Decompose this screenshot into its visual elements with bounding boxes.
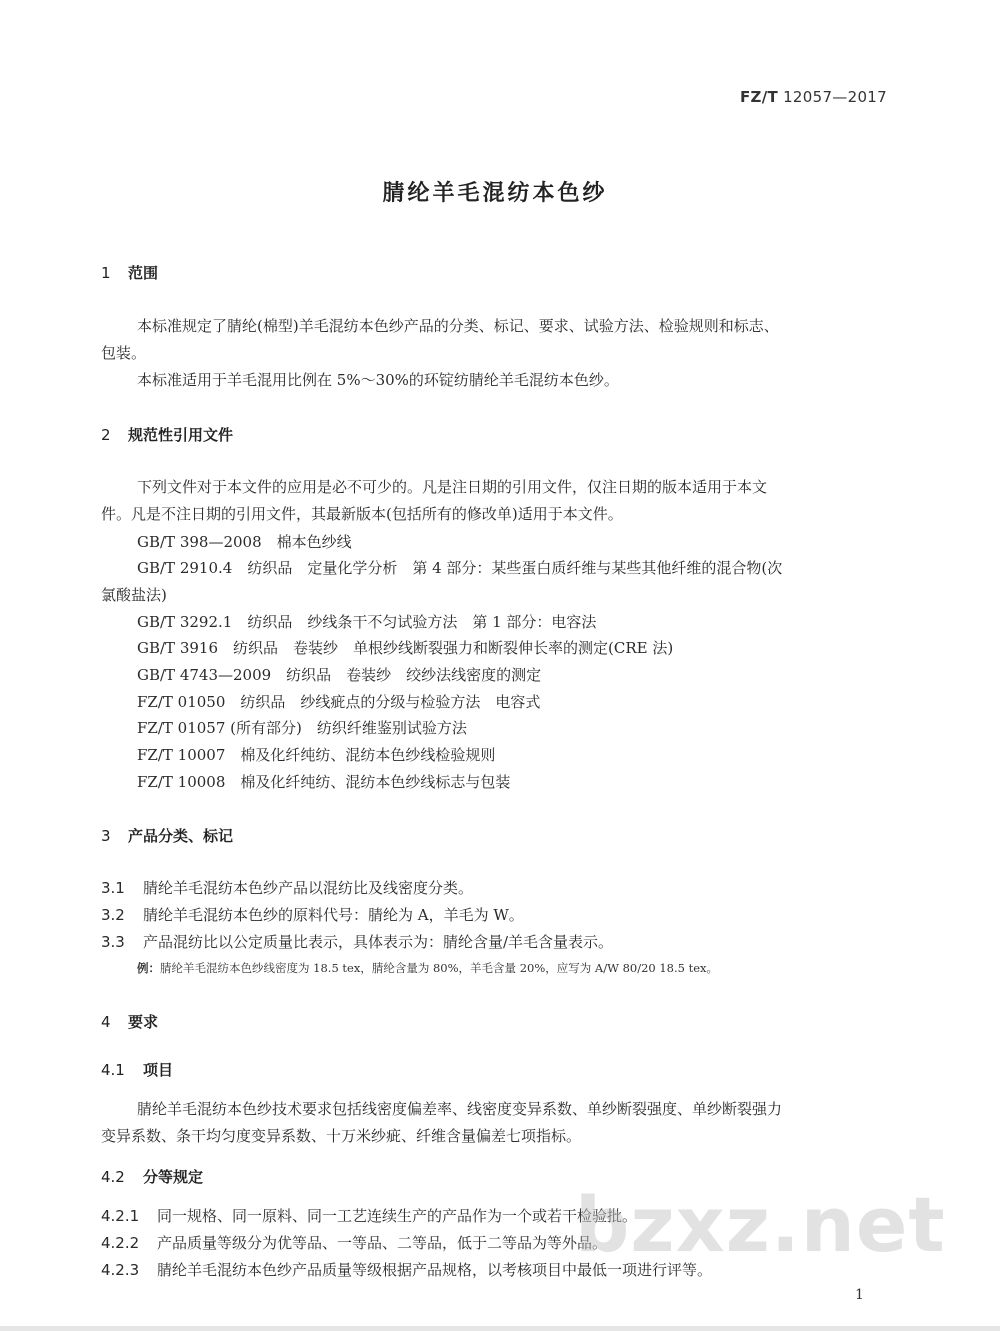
subsection-number: 4.2 <box>101 1168 125 1186</box>
reference-item: FZ/T 01050 纺织品 纱线疵点的分级与检验方法 电容式 <box>137 693 541 711</box>
clause-number: 3.3 <box>101 933 125 951</box>
section-number: 3 <box>101 827 111 845</box>
section-1-para-1-line-2: 包装。 <box>101 344 147 362</box>
section-title: 范围 <box>128 264 159 282</box>
section-2-heading <box>101 424 233 445</box>
subsection-4-1-heading <box>101 1059 173 1080</box>
reference-item: FZ/T 10007 棉及化纤纯纺、混纺本色纱线检验规则 <box>137 746 496 764</box>
reference-item: FZ/T 10008 棉及化纤纯纺、混纺本色纱线标志与包装 <box>137 773 511 791</box>
clause-4-2-1 <box>101 1205 637 1226</box>
subsection-4-2-heading <box>101 1166 203 1187</box>
section-number: 1 <box>101 264 111 282</box>
clause-text: 腈纶羊毛混纺本色纱产品以混纺比及线密度分类。 <box>143 879 474 897</box>
section-number: 2 <box>101 426 111 444</box>
page-number: 1 <box>855 1287 864 1303</box>
section-4-heading <box>101 1011 158 1032</box>
clause-text: 腈纶羊毛混纺本色纱的原料代号：腈纶为 A，羊毛为 W。 <box>143 906 524 924</box>
section-title: 产品分类、标记 <box>128 827 234 845</box>
section-1-para-1-line-1: 本标准规定了腈纶(棉型)羊毛混纺本色纱产品的分类、标记、要求、试验方法、检验规则和标志、 <box>137 317 779 335</box>
subsection-title: 项目 <box>143 1061 174 1079</box>
standard-prefix: FZ/T <box>739 88 779 106</box>
standard-code: 12057—2017 <box>783 88 887 106</box>
example-text: 腈纶羊毛混纺本色纱线密度为 18.5 tex，腈纶含量为 80%，羊毛含量 20%，应写为 A/W 80/20 18.5 tex。 <box>160 961 719 975</box>
watermark: bzxz.net <box>575 1180 946 1269</box>
clause-number: 3.2 <box>101 906 125 924</box>
section-1-heading <box>101 262 158 283</box>
page-bottom-edge <box>0 1326 1000 1331</box>
clause-text: 同一规格、同一原料、同一工艺连续生产的产品作为一个或若干检验批。 <box>157 1207 638 1225</box>
clause-number: 3.1 <box>101 879 125 897</box>
clause-number: 4.2.2 <box>101 1234 140 1252</box>
example-note <box>137 960 718 976</box>
reference-item: FZ/T 01057 (所有部分) 纺织纤维鉴别试验方法 <box>137 719 467 737</box>
section-3-heading <box>101 825 233 846</box>
clause-text: 腈纶羊毛混纺本色纱产品质量等级根据产品规格，以考核项目中最低一项进行评等。 <box>157 1261 713 1279</box>
reference-item: GB/T 398—2008 棉本色纱线 <box>137 533 352 551</box>
subsection-4-1-line-1: 腈纶羊毛混纺本色纱技术要求包括线密度偏差率、线密度变异系数、单纱断裂强度、单纱断裂强力 <box>137 1100 783 1118</box>
example-label: 例： <box>137 961 160 975</box>
subsection-4-1-line-2: 变异系数、条干均匀度变异系数、十万米纱疵、纤维含量偏差七项指标。 <box>101 1127 582 1145</box>
section-title: 要求 <box>128 1013 159 1031</box>
section-1-para-2: 本标准适用于羊毛混用比例在 5%～30%的环锭纺腈纶羊毛混纺本色纱。 <box>137 371 619 389</box>
section-number: 4 <box>101 1013 111 1031</box>
document-title: 腈纶羊毛混纺本色纱 <box>382 181 608 206</box>
section-2-intro-line-2: 件。凡是不注日期的引用文件，其最新版本(包括所有的修改单)适用于本文件。 <box>101 505 623 523</box>
subsection-title: 分等规定 <box>143 1168 204 1186</box>
section-2-intro-line-1: 下列文件对于本文件的应用是必不可少的。凡是注日期的引用文件，仅注日期的版本适用于本文 <box>137 478 768 496</box>
reference-item-continued: 氯酸盐法) <box>101 586 167 604</box>
standard-number <box>740 88 887 106</box>
reference-item: GB/T 3916 纺织品 卷装纱 单根纱线断裂强力和断裂伸长率的测定(CRE 法) <box>137 639 674 657</box>
subsection-number: 4.1 <box>101 1061 125 1079</box>
reference-item: GB/T 3292.1 纺织品 纱线条干不匀试验方法 第 1 部分：电容法 <box>137 613 597 631</box>
reference-item: GB/T 4743—2009 纺织品 卷装纱 绞纱法线密度的测定 <box>137 666 542 684</box>
clause-3-1 <box>101 877 473 898</box>
clause-number: 4.2.3 <box>101 1261 140 1279</box>
clause-text: 产品混纺比以公定质量比表示，具体表示为：腈纶含量/羊毛含量表示。 <box>143 933 614 951</box>
section-title: 规范性引用文件 <box>128 426 234 444</box>
clause-3-3 <box>101 931 613 952</box>
clause-3-2 <box>101 904 524 925</box>
reference-item: GB/T 2910.4 纺织品 定量化学分析 第 4 部分：某些蛋白质纤维与某些其他纤维的混合物(次 <box>137 559 783 577</box>
clause-text: 产品质量等级分为优等品、一等品、二等品，低于二等品为等外品。 <box>157 1234 608 1252</box>
clause-4-2-2 <box>101 1232 607 1253</box>
clause-number: 4.2.1 <box>101 1207 140 1225</box>
